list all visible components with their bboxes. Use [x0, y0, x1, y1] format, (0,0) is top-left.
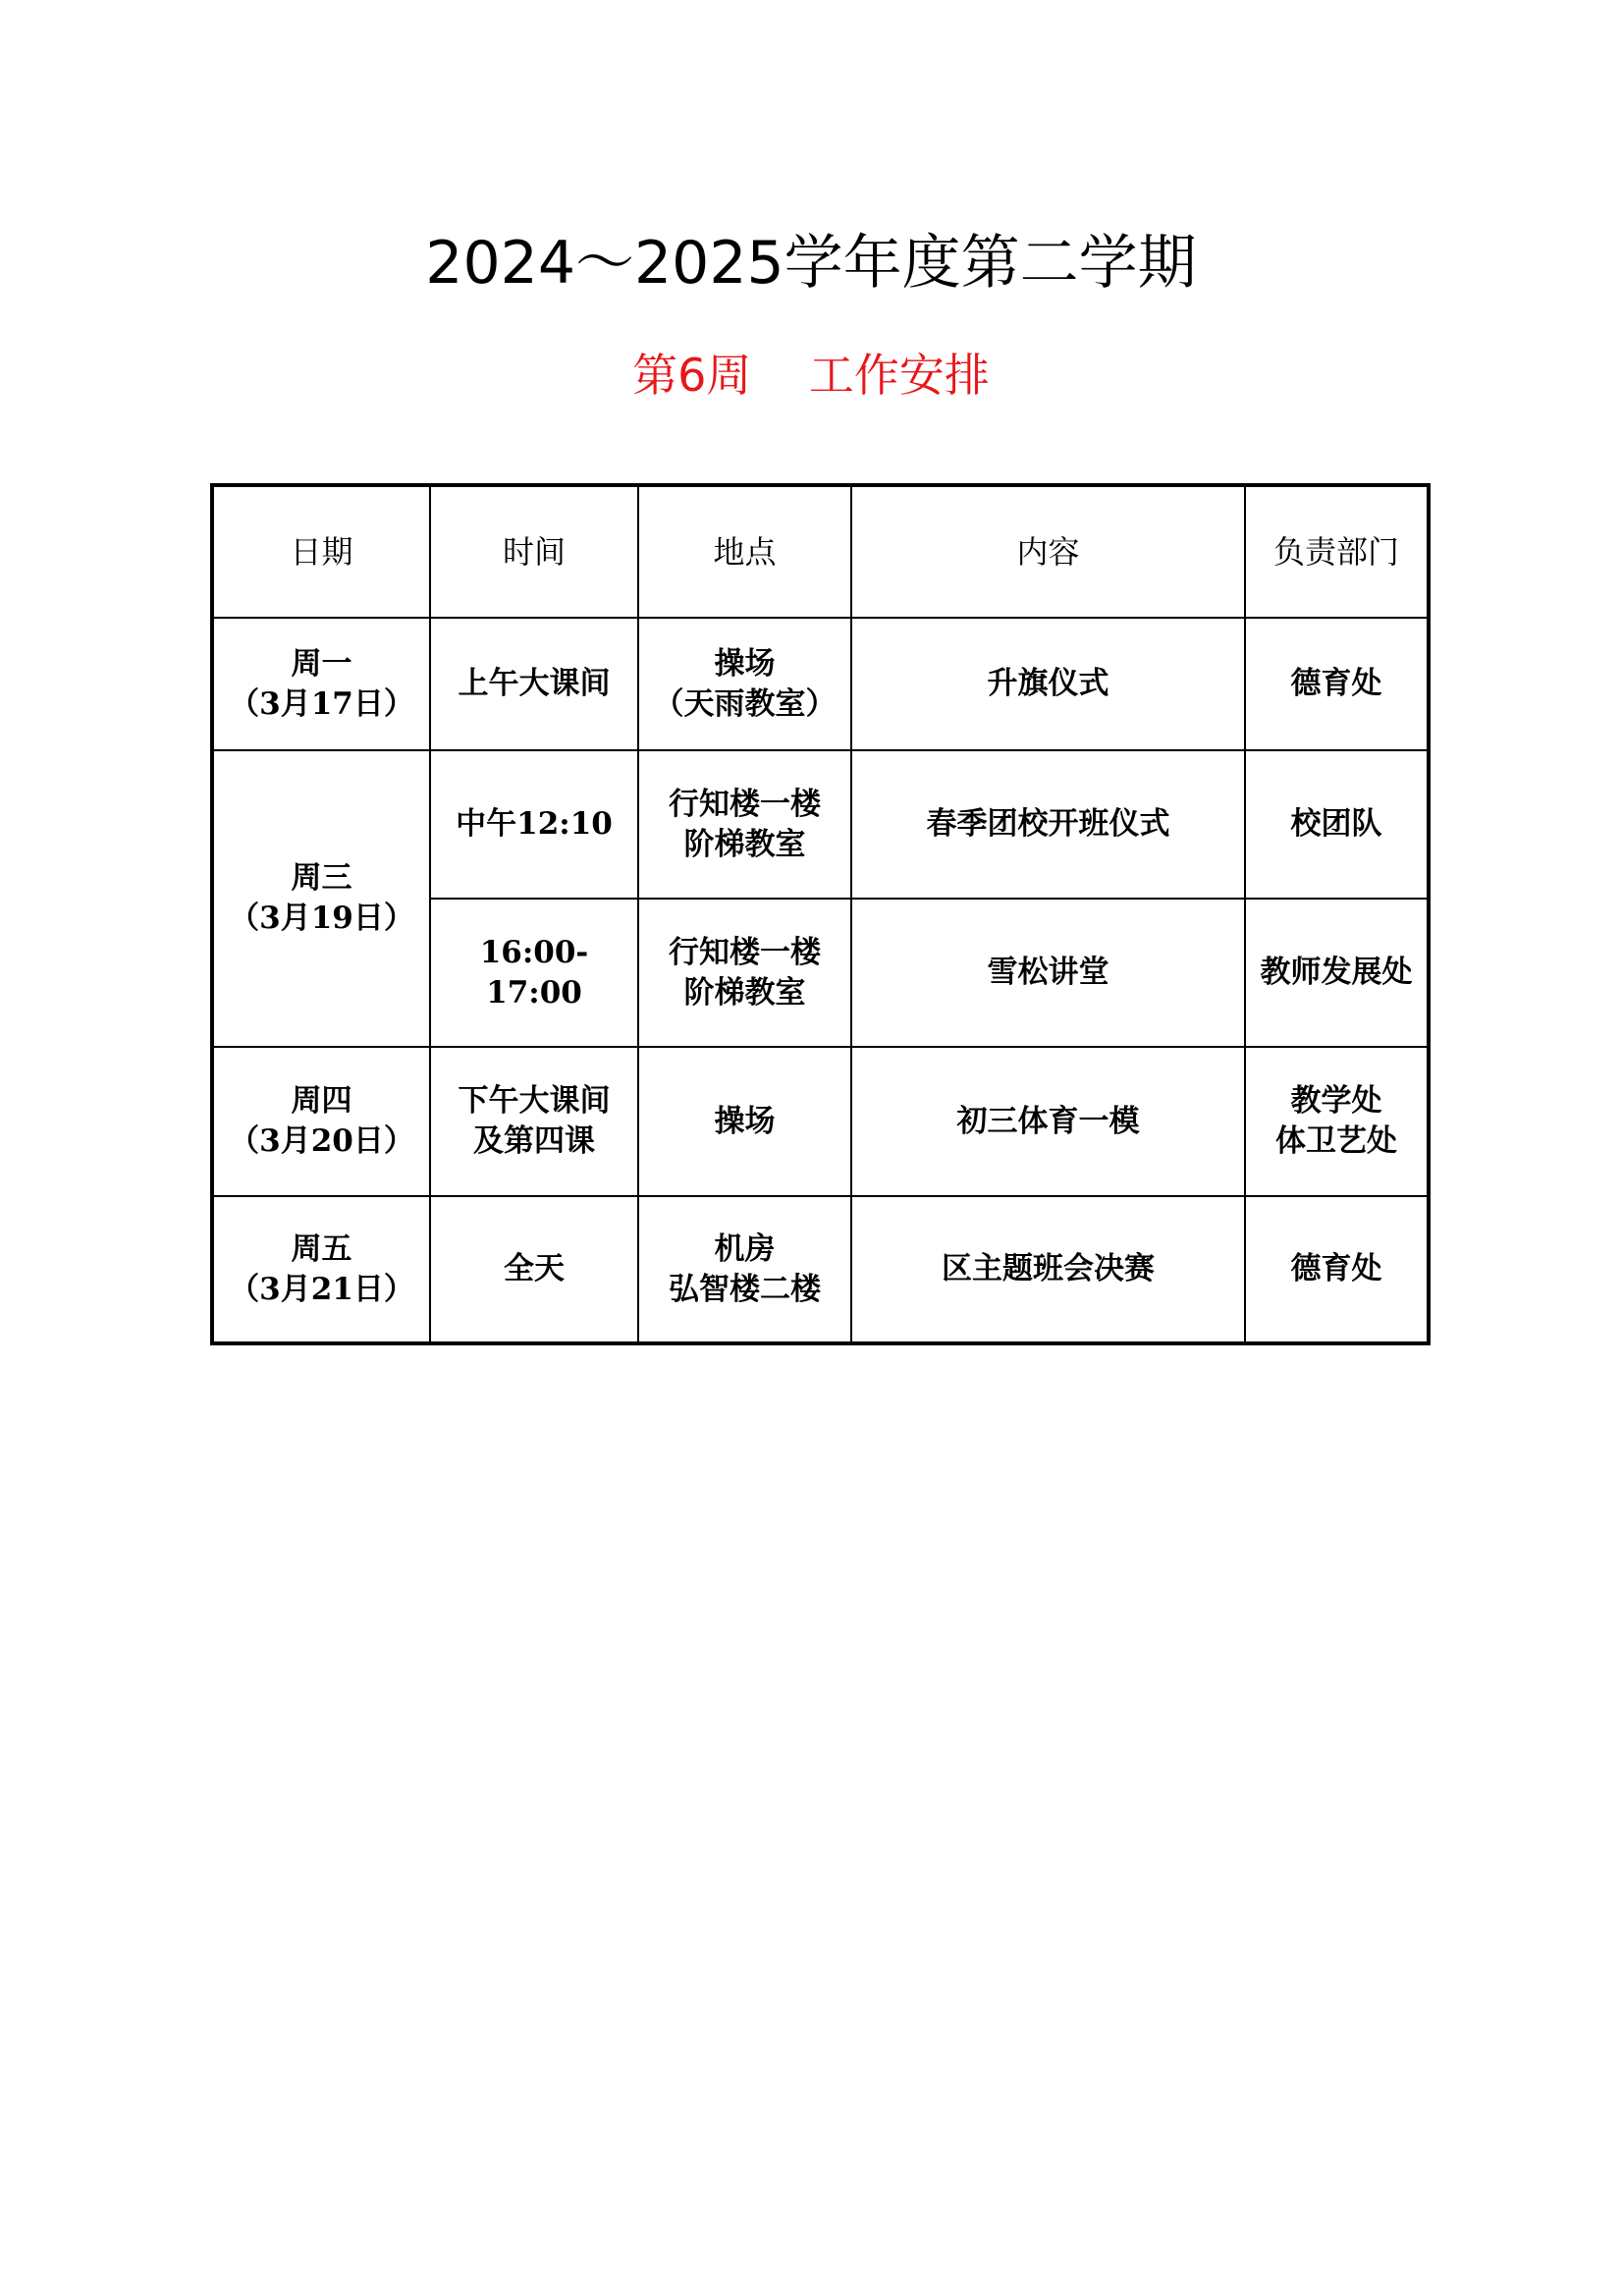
- table-header-row: [212, 485, 1429, 618]
- cell-dept: 教师发展处: [1245, 899, 1429, 1047]
- cell-date: 周五 （3月21日）: [212, 1196, 430, 1343]
- table-row: [212, 1047, 1429, 1196]
- cell-date: 周三 （3月19日）: [212, 750, 430, 1047]
- cell-place: 行知楼一楼 阶梯教室: [638, 899, 851, 1047]
- document-title: 2024～2025学年度第二学期: [425, 229, 1197, 298]
- cell-content: 区主题班会决赛: [851, 1196, 1245, 1343]
- table-row: [212, 618, 1429, 750]
- document-subtitle: 第6周 工作安排: [632, 349, 990, 402]
- table-row: [212, 750, 1429, 899]
- cell-place: 机房 弘智楼二楼: [638, 1196, 851, 1343]
- header-dept: 负责部门: [1245, 485, 1429, 618]
- table-row: [212, 1196, 1429, 1343]
- cell-time: 16:00-17:00: [430, 899, 638, 1047]
- cell-place: 操场 （天雨教室）: [638, 618, 851, 750]
- cell-date: 周一 （3月17日）: [212, 618, 430, 750]
- cell-time: 中午12:10: [430, 750, 638, 899]
- header-date: 日期: [212, 485, 430, 618]
- cell-place: 行知楼一楼 阶梯教室: [638, 750, 851, 899]
- cell-content: 雪松讲堂: [851, 899, 1245, 1047]
- header-place: 地点: [638, 485, 851, 618]
- cell-dept: 德育处: [1245, 618, 1429, 750]
- cell-content: 初三体育一模: [851, 1047, 1245, 1196]
- cell-dept: 德育处: [1245, 1196, 1429, 1343]
- cell-time: 上午大课间: [430, 618, 638, 750]
- cell-dept: 教学处 体卫艺处: [1245, 1047, 1429, 1196]
- schedule-table: [210, 483, 1431, 1345]
- cell-time: 下午大课间 及第四课: [430, 1047, 638, 1196]
- cell-content: 春季团校开班仪式: [851, 750, 1245, 899]
- cell-dept: 校团队: [1245, 750, 1429, 899]
- cell-place: 操场: [638, 1047, 851, 1196]
- header-time: 时间: [430, 485, 638, 618]
- cell-content: 升旗仪式: [851, 618, 1245, 750]
- cell-time: 全天: [430, 1196, 638, 1343]
- header-content: 内容: [851, 485, 1245, 618]
- cell-date: 周四 （3月20日）: [212, 1047, 430, 1196]
